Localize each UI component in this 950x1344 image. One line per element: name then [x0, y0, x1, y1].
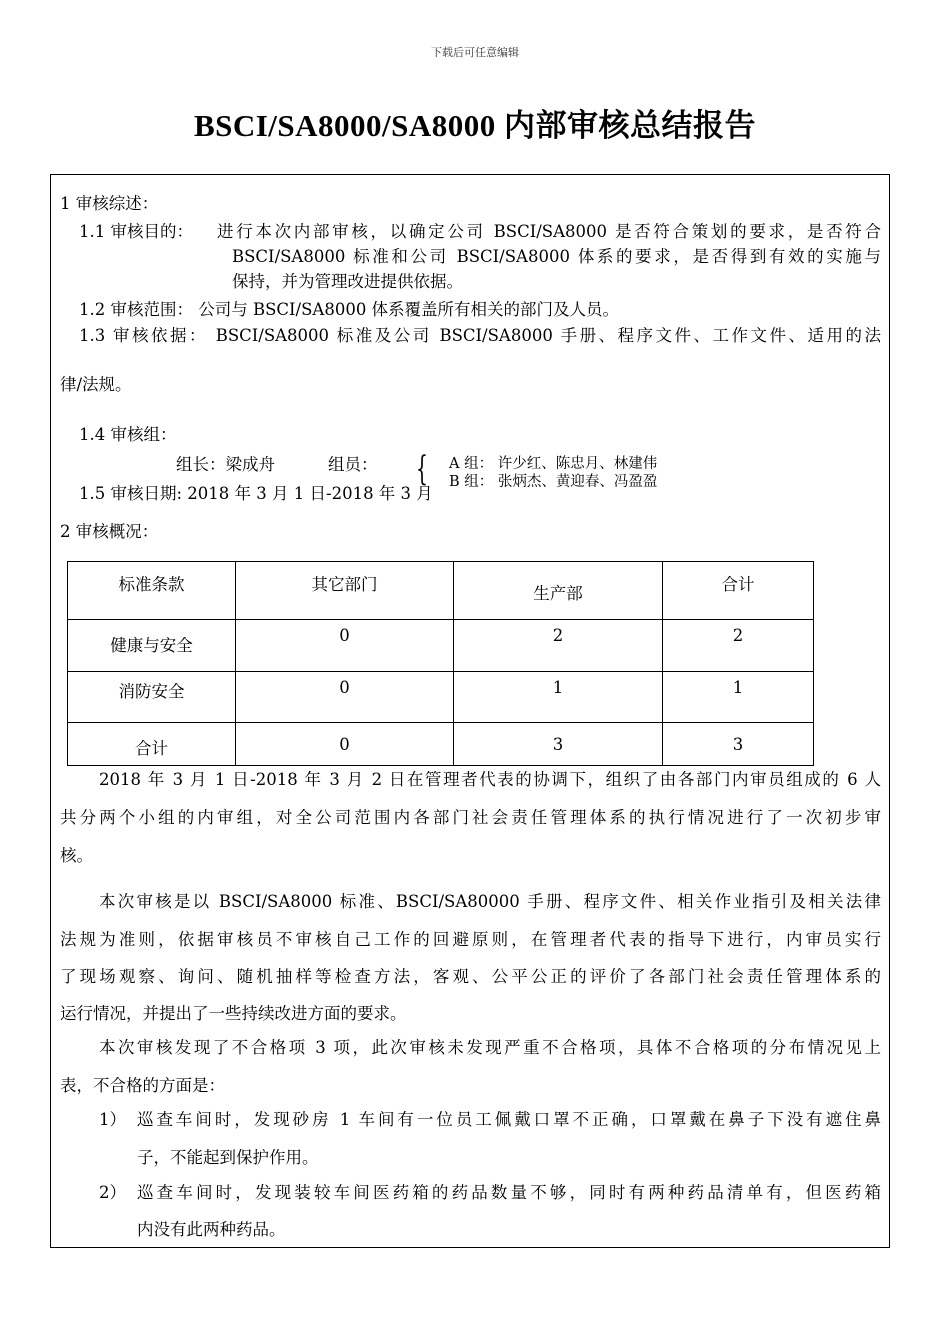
section2-heading: 2 审核概况： [60, 522, 159, 541]
page-title: BSCI/SA8000/SA8000 内部审核总结报告 [193, 108, 757, 143]
paragraph-2-line-4: 运行情况，并提出了一些持续改进方面的要求。 [60, 1004, 407, 1023]
table-cell: 0 [236, 620, 454, 672]
audit-date: 1.5 审核日期: 2018 年 3 月 1 日-2018 年 3 月 [79, 484, 433, 503]
team-members-label: 组员： [328, 455, 378, 474]
basis-line-2: 律/法规。 [60, 375, 132, 394]
paragraph-2-line-3: 了现场观察、询问、随机抽样等检查方法，客观、公平公正的评价了各部门社会责任管理体系的 [60, 967, 881, 986]
table-cell: 2 [663, 620, 814, 672]
paragraph-1-line-3: 核。 [60, 846, 93, 865]
table-cell: 1 [454, 672, 663, 723]
list-item-1-number: 1） [99, 1110, 126, 1129]
header-cell: 生产部 [454, 562, 663, 620]
list-item-2-line-1: 巡查车间时，发现装较车间医药箱的药品数量不够，同时有两种药品清单有，但医药箱 [137, 1183, 881, 1202]
table-cell: 合计 [68, 723, 236, 766]
purpose-line-1: 进行本次内部审核，以确定公司 BSCI/SA8000 是否符合策划的要求，是否符合 [217, 222, 881, 241]
table-cell: 2 [454, 620, 663, 672]
paragraph-2-line-1: 本次审核是以 BSCI/SA8000 标准、BSCI/SA80000 手册、程序文件、相关作业指引及相关法律 [99, 892, 881, 911]
list-item-2-line-2: 内没有此两种药品。 [137, 1220, 286, 1239]
header-cell: 标准条款 [68, 562, 236, 620]
group-b: B 组： 张炳杰、黄迎春、冯盈盈 [449, 474, 658, 490]
table-cell: 0 [236, 723, 454, 766]
table-cell: 0 [236, 672, 454, 723]
table-cell: 1 [663, 672, 814, 723]
table-header-row [68, 562, 814, 620]
list-item-1-line-2: 子，不能起到保护作用。 [137, 1148, 319, 1167]
table-row [68, 620, 814, 672]
header-cell: 合计 [663, 562, 814, 620]
brace-icon: { [416, 449, 428, 489]
list-item-2-number: 2） [99, 1183, 126, 1202]
team-label: 1.4 审核组： [79, 425, 177, 444]
table-cell: 健康与安全 [68, 620, 236, 672]
basis-line-1: 1.3 审核依据： BSCI/SA8000 标准及公司 BSCI/SA8000 手册、程序文件、工作文件、适用的法 [79, 326, 881, 345]
list-item-1-line-1: 巡查车间时，发现砂房 1 车间有一位员工佩戴口罩不正确，口罩戴在鼻子下没有遮住鼻 [137, 1110, 881, 1129]
paragraph-1-line-1: 2018 年 3 月 1 日-2018 年 3 月 2 日在管理者代表的协调下，组织了由各部门内审员组成的 6 人 [99, 770, 881, 789]
section1-heading: 1 审核综述： [60, 194, 159, 213]
table-cell: 3 [663, 723, 814, 766]
paragraph-2-line-2: 法规为准则，依据审核员不审核自己工作的回避原则，在管理者代表的指导下进行，内审员实行 [60, 930, 881, 949]
paragraph-3-line-1: 本次审核发现了不合格项 3 项，此次审核未发现严重不合格项，具体不合格项的分布情况见上 [99, 1038, 881, 1057]
purpose-line-3: 保持，并为管理改进提供依据。 [232, 272, 463, 291]
summary-table [67, 561, 814, 766]
paragraph-1-line-2: 共分两个小组的内审组，对全公司范围内各部门社会责任管理体系的执行情况进行了一次初步审 [60, 808, 881, 827]
team-leader: 组长：梁成舟 [176, 455, 275, 474]
scope-line: 1.2 审核范围： 公司与 BSCI/SA8000 体系覆盖所有相关的部门及人员。 [79, 300, 620, 319]
purpose-line-2: BSCI/SA8000 标准和公司 BSCI/SA8000 体系的要求，是否得到有效的实施与 [232, 247, 881, 266]
purpose-label: 1.1 审核目的： [79, 222, 193, 241]
table-row [68, 723, 814, 766]
paragraph-3-line-2: 表，不合格的方面是： [60, 1076, 225, 1095]
table-cell: 消防安全 [68, 672, 236, 723]
header-note: 下载后可任意编辑 [431, 46, 519, 59]
table-cell: 3 [454, 723, 663, 766]
header-cell: 其它部门 [236, 562, 454, 620]
group-a: A 组： 许少红、陈忠月、林建伟 [449, 456, 658, 472]
table-row [68, 672, 814, 723]
